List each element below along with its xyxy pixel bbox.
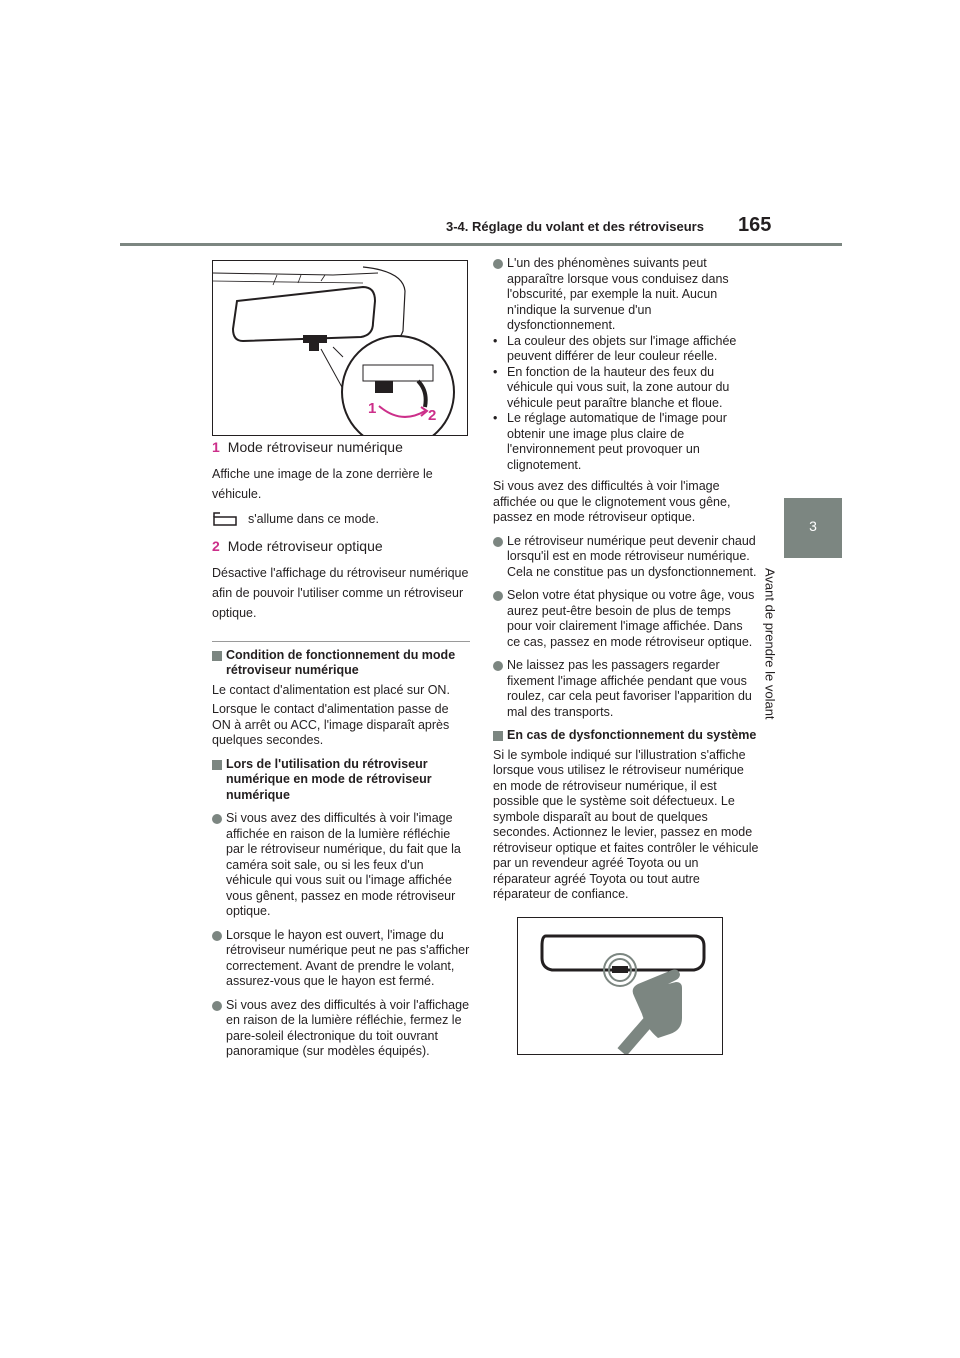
list-item: Si vous avez des difficultés à voir l'image affichée en raison de la lumière réfléchie par le rétroviseur numérique, du fait que la caméra soit sale, ou si les feux d'un véhicule qui vous suit ou l'image affichée vous gênent, passez en mode rétroviseur optique. — [212, 811, 470, 920]
mode-1-number: 1 — [212, 439, 220, 455]
round-bullet-icon — [212, 814, 222, 824]
section-header: 3-4. Réglage du volant et des rétroviseurs — [446, 219, 704, 234]
section-divider — [212, 641, 470, 642]
round-bullet-icon — [493, 537, 503, 547]
mode-1-title: Mode rétroviseur numérique — [227, 439, 403, 455]
rearview-mirror-drawing — [213, 261, 467, 435]
mode-1-indicator-line — [212, 512, 470, 528]
list-item: L'un des phénomènes suivants peut apparaître lorsque vous conduisez dans l'obscurité, par exemple la nuit. Aucun n'indique la survenue d'un dysfonctionnement. — [493, 256, 759, 334]
list-item: Lorsque le hayon est ouvert, l'image du rétroviseur numérique peut ne pas s'afficher correctement. Avant de prendre le volant, assurez-vous que le hayon est fermé. — [212, 928, 470, 990]
chapter-tab — [784, 498, 842, 558]
condition-text-1: Le contact d'alimentation est placé sur ON. — [212, 682, 450, 697]
header-divider — [120, 243, 842, 246]
round-bullet-icon — [493, 591, 503, 601]
malfunction-text: Si le symbole indiqué sur l'illustration s'affiche lorsque vous utilisez le rétroviseur numérique en mode de rétroviseur numérique, il est possible que le système soit défectueux. Le symbole disparaît au bout de quelques secondes. Actionnez le levier, passez en mode rétroviseur optique et faites contrôler le véhicule par un revendeur agréé Toyota ou un réparateur agréé Toyota ou tout autre réparateur de confiance. — [493, 747, 759, 901]
paragraph: Si vous avez des difficultés à voir l'image affichée ou que le clignotement vous gêne, passez en mode rétroviseur optique. — [493, 479, 731, 524]
digital-mirror-indicator-icon — [212, 512, 238, 526]
mode-1-heading — [212, 440, 470, 456]
label-1: 1 — [368, 400, 377, 417]
sub-list-item: • En fonction de la hauteur des feux du véhicule qui vous suit, la zone autour du véhicule peut paraître blanche et floue. — [493, 364, 730, 410]
label-2: 2 — [428, 407, 437, 424]
list-item: Si vous avez des difficultés à voir l'affichage en raison de la lumière réfléchie, fermez le pare-soleil électronique du toit ouvrant panoramique (sur modèles équipés). — [212, 998, 470, 1060]
round-bullet-icon — [212, 1001, 222, 1011]
sub-list-item: • Le réglage automatique de l'image pour obtenir une image plus claire de l'environnement peut provoquer un clignotement. — [493, 411, 727, 472]
square-bullet-icon — [212, 651, 222, 661]
malfunction-heading: En cas de dysfonctionnement du système — [493, 728, 759, 744]
usage-heading: Lors de l'utilisation du rétroviseur numérique en mode de rétroviseur numérique — [212, 757, 470, 804]
round-bullet-icon — [493, 259, 503, 269]
left-column — [212, 260, 470, 1060]
square-bullet-icon — [212, 760, 222, 770]
condition-heading: Condition de fonctionnement du mode rétroviseur numérique — [212, 648, 470, 679]
list-item: Selon votre état physique ou votre âge, vous aurez peut-être besoin de plus de temps pour voir clairement l'image affichée. Dans ce cas, passez en mode rétroviseur optique. — [493, 588, 759, 650]
chapter-number: 3 — [809, 518, 817, 534]
mirror-hand-drawing — [518, 918, 722, 1054]
mode-2-title: Mode rétroviseur optique — [227, 538, 383, 554]
mode-1-body: Affiche une image de la zone derrière le véhicule. — [212, 466, 433, 501]
mirror-lever-illustration — [212, 260, 468, 436]
mirror-symbol-illustration — [517, 917, 723, 1055]
chapter-side-label: Avant de prendre le volant — [762, 568, 778, 720]
mode-2-number: 2 — [212, 538, 220, 554]
page-number: 165 — [738, 214, 772, 236]
square-bullet-icon — [493, 731, 503, 741]
list-item: Ne laissez pas les passagers regarder fixement l'image affichée pendant que vous roulez, car cela peut favoriser l'apparition du mal des transports. — [493, 658, 759, 720]
mode-1-indicator-text: s'allume dans ce mode. — [248, 511, 379, 526]
round-bullet-icon — [212, 931, 222, 941]
condition-text-2: Lorsque le contact d'alimentation passe de ON à arrêt ou ACC, l'image disparaît après quelques secondes. — [212, 702, 450, 747]
right-column — [493, 256, 759, 1055]
sub-list-item: • La couleur des objets sur l'image affichée peuvent différer de leur couleur réelle. — [493, 333, 737, 363]
mode-2-heading — [212, 539, 470, 555]
round-bullet-icon — [493, 661, 503, 671]
mode-2-body: Désactive l'affichage du rétroviseur numérique afin de pouvoir l'utiliser comme un rétroviseur optique. — [212, 565, 469, 620]
list-item: Le rétroviseur numérique peut devenir chaud lorsqu'il est en mode rétroviseur numérique. Cela ne constitue pas un dysfonctionnement. — [493, 534, 759, 581]
